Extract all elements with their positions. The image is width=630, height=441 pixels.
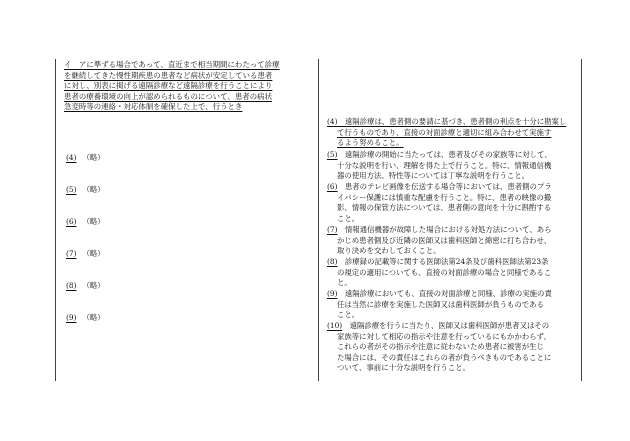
item-number: (5) [327,150,338,159]
item-line: と。 [337,278,352,288]
item-line: (5) 遠隔診療の開始に当たっては、患者及びその家族等に対して、 [327,150,552,159]
item-line: ついて、事前に十分な説明を行うこと。 [337,363,470,373]
item-text: （略） [82,313,105,322]
item-line: た場合には、その責任はこれらの者が負うべきものであることに [337,352,552,362]
left-omitted-item [66,153,105,164]
item-line: 取り決めを交わしておくこと。 [337,246,441,256]
item-text: （略） [82,217,105,226]
right-item-7 [327,225,579,257]
left-margin-line [55,59,56,381]
item-line: (10) 遠隔診療を行うに当たり、医師又は歯科医師が患者又はその [327,321,550,330]
right-item-10 [327,321,579,374]
item-text: （略） [82,153,105,162]
item-line: イバシー保護には慎重な配慮を行うこと。特に、患者の映像の撮 [337,192,552,202]
item-number: (7) [327,225,338,234]
item-line: (9) 遠隔診療においても、直接の対面診療と同様、診療の実施の責 [327,289,552,298]
left-intro-line: を継続してきた慢性期疾患の患者など病状が安定している患者 [64,70,273,80]
left-omitted-item [66,313,105,324]
left-omitted-item [66,217,105,228]
left-intro-paragraph [64,60,314,113]
right-item-9 [327,289,579,321]
item-line: 十分な説明を行い、理解を得た上で行うこと。特に、情報通信機 [337,160,552,170]
item-line: こと。 [337,310,360,320]
item-line: これらの者がその指示や注意に従わないため患者に被害が生じ [337,342,544,352]
item-line: (6) 患者のテレビ画像を伝送する場合等においては、患者側のプラ [327,182,552,191]
item-line: 任は当然に診療を実施した医師又は歯科医師が負うものである [337,299,544,309]
item-text: （略） [82,185,105,194]
item-number: (5) [66,185,77,194]
item-line: (7) 情報通信機器が故障した場合における対処方法について、あら [327,225,552,234]
right-margin-line [581,59,582,381]
item-number: (7) [66,249,77,258]
item-line: (4) 遠隔診療は、患者側の要請に基づき、患者側の利点を十分に勘案し [327,117,567,126]
left-intro-line: 急変時等の連絡・対応体制を確保した上で、行うとき [64,102,243,112]
left-omitted-item [66,281,105,292]
right-item-8 [327,257,579,289]
item-line: 家族等に対して相応の指示や注意を行っているにもかかわらず、 [337,331,551,341]
item-number: (10) [327,321,343,330]
item-number: (4) [66,153,77,162]
item-line: て行うものであり、直接の対面診療と適切に組み合わせて実施す [337,127,552,137]
right-item-4 [327,117,579,149]
item-line: るよう努めること。 [337,138,404,148]
item-text: （略） [82,249,105,258]
left-omitted-item [66,185,105,196]
item-number: (9) [66,313,77,322]
left-intro-line: 患者の療養環境の向上が認められるものについて、患者の病状 [64,91,273,101]
item-line: の規定の適用についても、直接の対面診療の場合と同様であるこ [337,267,552,277]
item-line: 器の使用方法、特性等については丁寧な説明を行うこと。 [337,171,530,181]
item-number: (9) [327,289,338,298]
center-divider-line [318,59,319,381]
right-item-5 [327,150,579,182]
item-text: （略） [82,281,105,290]
item-line: (8) 診療録の記載等に関する医師法第24条及び歯科医師法第23条 [327,257,549,266]
item-line: かじめ患者側及び近隣の医師又は歯科医師と綿密に打ち合わせ、 [337,235,552,245]
item-line: 影、情報の保管方法については、患者側の意向を十分に斟酌する [337,203,552,213]
item-number: (6) [327,182,338,191]
item-line: こと。 [337,213,360,223]
left-omitted-item [66,249,105,260]
right-item-6 [327,182,579,224]
left-intro-line: イ アに準ずる場合であって、直近まで相当期間にわたって診療 [64,60,280,69]
left-intro-line: に対し、別表に掲げる遠隔診療など遠隔診療を行うことにより [64,81,273,91]
item-number: (6) [66,217,77,226]
item-number: (8) [66,281,77,290]
item-number: (4) [327,117,338,126]
item-number: (8) [327,257,338,266]
